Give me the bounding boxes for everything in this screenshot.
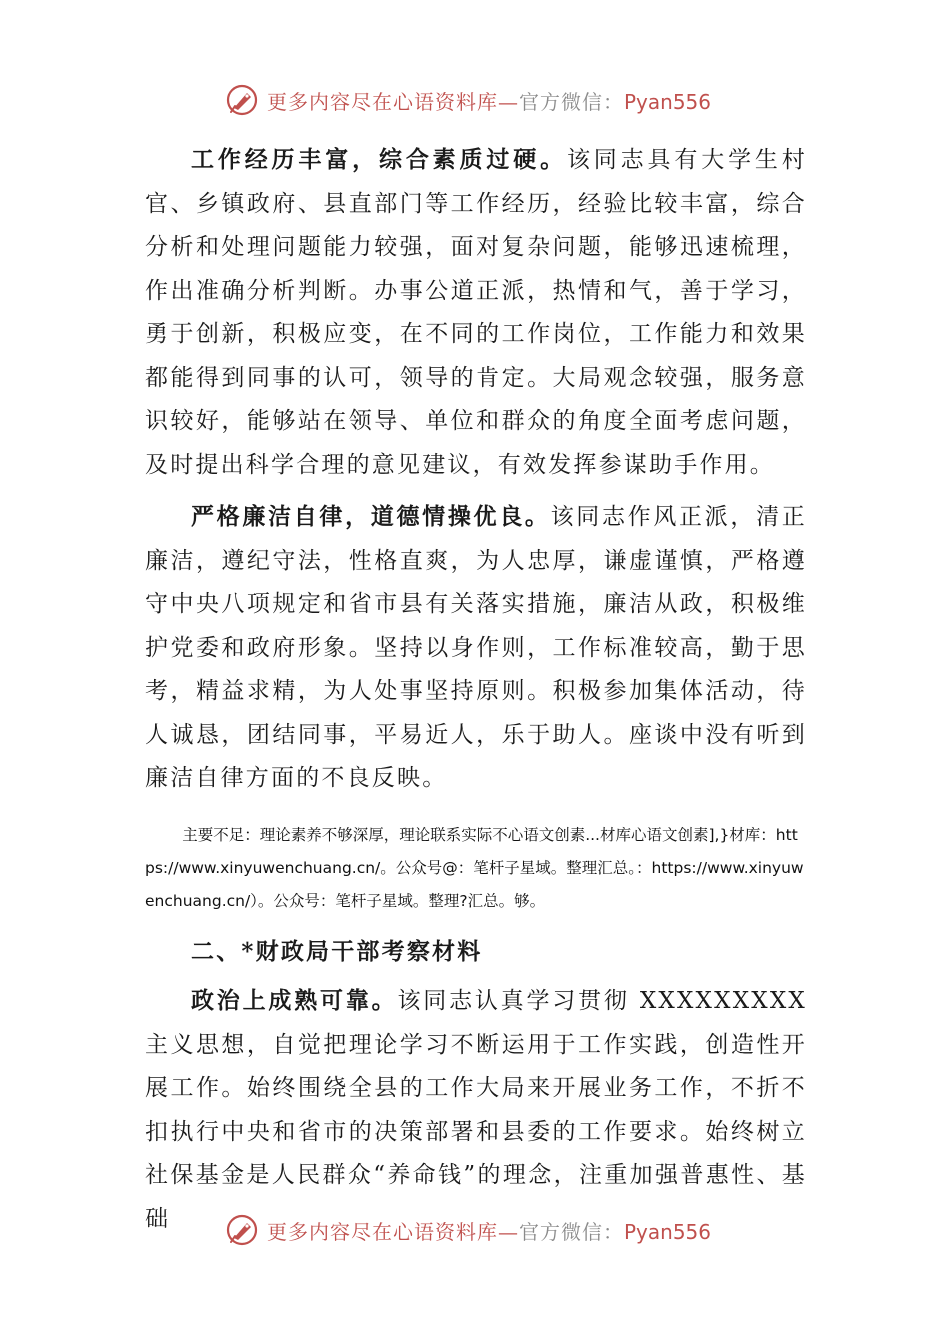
paragraph-heading: 工作经历丰富，综合素质过硬。 [191, 146, 567, 173]
banner-text [267, 1216, 711, 1245]
document-body [145, 138, 807, 1241]
banner-official-text: 官方微信： [519, 89, 624, 114]
banner-wechat-id: Pyan556 [624, 1219, 712, 1244]
banner-text [267, 86, 711, 115]
pen-nib-logo-icon [225, 83, 259, 117]
banner-separator: — [498, 89, 519, 114]
paragraph-political [145, 979, 807, 1241]
paragraph-body: 该同志认真学习贯彻 XXXXXXXXX 主义思想，自觉把理论学习不断运用于工作实践，创造性开展工作。始终围绕全县的工作大局来开展业务工作，不折不扣执行中央和省市的决策部署和县委的工作要求。始终树立社保基金是人民群众“养命钱”的理念，注重加强普惠性、基础 [145, 988, 807, 1232]
footer-banner [225, 1210, 745, 1250]
section-title: 二、*财政局干部考察材料 [191, 937, 483, 965]
header-banner [225, 80, 745, 120]
paragraph-heading: 严格廉洁自律，道德情操优良。 [191, 503, 551, 530]
banner-official-text: 官方微信： [519, 1219, 624, 1244]
banner-site-text: 更多内容尽在心语资料库 [267, 89, 498, 114]
paragraph-body: 该同志具有大学生村官、乡镇政府、县直部门等工作经历，经验比较丰富，综合分析和处理问题能力较强，面对复杂问题，能够迅速梳理，作出准确分析判断。办事公道正派，热情和气，善于学习，勇于创新，积极应变，在不同的工作岗位，工作能力和效果都能得到同事的认可，领导的肯定。大局观念较强，服务意识较好，能够站在领导、单位和群众的角度全面考虑问题，及时提出科学合理的意见建议，有效发挥参谋助手作用。 [145, 147, 807, 478]
paragraph-integrity [145, 495, 807, 801]
banner-site-text: 更多内容尽在心语资料库 [267, 1219, 498, 1244]
paragraph-work-experience [145, 138, 807, 487]
paragraph-heading: 政治上成熟可靠。 [191, 987, 398, 1014]
pen-nib-logo-icon [225, 1213, 259, 1247]
banner-separator: — [498, 1219, 519, 1244]
banner-wechat-id: Pyan556 [624, 89, 712, 114]
shortcomings-note: 主要不足：理论素养不够深厚，理论联系实际不心语文创素...材库心语文创素],}材库：https://www.xinyuwenchuang.cn/。公众号@：笔杆子星域。整理汇总。：https://www.xinyuwenchuang.cn/）。公众号：笔杆子星域。整理?汇总。够。 [145, 825, 804, 910]
paragraph-body: 该同志作风正派，清正廉洁，遵纪守法，性格直爽，为人忠厚，谦虚谨慎，严格遵守中央八项规定和省市县有关落实措施，廉洁从政，积极维护党委和政府形象。坚持以身作则，工作标准较高，勤于思考，精益求精，为人处事坚持原则。积极参加集体活动，待人诚恳，团结同事，平易近人，乐于助人。座谈中没有听到廉洁自律方面的不良反映。 [145, 504, 808, 791]
